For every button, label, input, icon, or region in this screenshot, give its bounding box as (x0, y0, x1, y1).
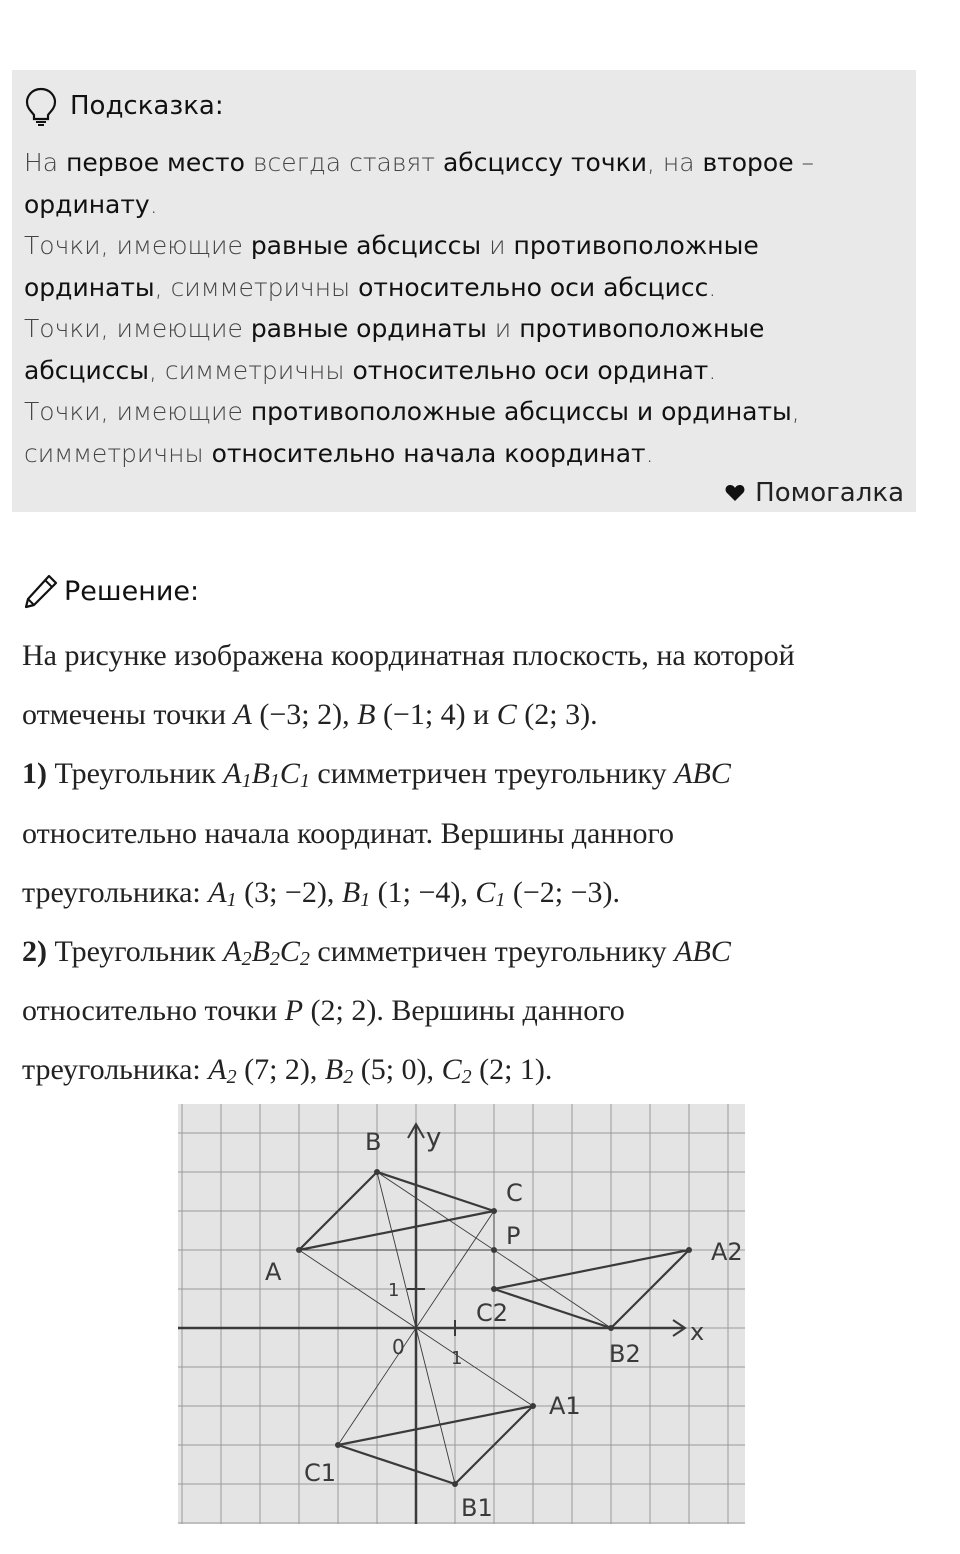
text-line (22, 744, 922, 803)
text-run: первое место (66, 148, 245, 177)
text-run: (2; 3). (516, 698, 598, 732)
text-run: , симметричны (148, 355, 353, 385)
hint-text (24, 142, 904, 474)
text-run: . (708, 272, 717, 302)
text-run: ординаты (24, 272, 155, 302)
solution-header (22, 572, 199, 610)
text-line (24, 142, 904, 184)
label-b2: B2 (609, 1340, 641, 1368)
text-run: Треугольник (47, 757, 224, 791)
text-run: и (481, 231, 514, 260)
text-run: (1; −4), (370, 875, 476, 909)
label-a1: A1 (549, 1392, 581, 1420)
point-b1 (452, 1481, 458, 1487)
label-c: C (506, 1179, 523, 1207)
text-run: ординату (24, 189, 150, 219)
text-line (22, 626, 922, 685)
text-run: абсциссы (24, 355, 149, 385)
label-a2: A2 (711, 1238, 743, 1266)
figure-photo (178, 1104, 745, 1524)
point-b (374, 1169, 380, 1175)
text-run: 1 (299, 770, 310, 793)
point-p (491, 1247, 497, 1253)
text-run: , на (646, 148, 703, 177)
text-run: ABC (674, 757, 731, 791)
text-run: B (324, 1053, 344, 1087)
text-run: треугольника: (22, 875, 209, 909)
text-run: и (486, 314, 520, 343)
label-p: P (506, 1222, 521, 1250)
text-run: противоположные абсциссы и ординаты (250, 397, 792, 426)
hint-box (12, 70, 916, 512)
text-run: 1 (360, 888, 371, 911)
text-run: B (251, 757, 270, 791)
text-run: , симметричны (154, 272, 359, 302)
text-run: 2 (299, 948, 310, 971)
text-line (24, 267, 904, 309)
solution-title: Решение: (64, 575, 200, 607)
point-c2 (491, 1286, 497, 1292)
text-run: C (496, 698, 517, 732)
text-line (24, 391, 904, 433)
text-line (24, 350, 904, 392)
text-line (24, 433, 904, 475)
text-run: (−3; 2), (251, 698, 358, 732)
text-run: 2 (226, 1066, 237, 1089)
text-run: Треугольник (47, 935, 224, 969)
text-run: относительно оси абсцисс (358, 272, 709, 302)
text-run: . (708, 355, 717, 385)
text-run: всегда ставят (244, 148, 443, 177)
text-line (22, 685, 922, 744)
text-run: B (251, 935, 270, 969)
text-run: На рисунке изображена координатная плоскость, на которой (22, 639, 795, 672)
text-line (22, 804, 922, 863)
heart-icon (725, 484, 745, 502)
text-run: C (279, 757, 300, 791)
coordinate-plane-figure (178, 1104, 745, 1524)
label-origin: 0 (392, 1335, 405, 1359)
text-run: 1 (495, 888, 506, 911)
text-run: (3; −2), (236, 875, 342, 909)
text-run: относительно начала координат. Вершины данного (22, 816, 675, 850)
text-line (24, 184, 904, 226)
label-b: B (365, 1128, 382, 1156)
text-run: ABC (674, 935, 731, 969)
label-b1: B1 (461, 1494, 493, 1522)
text-run: . (149, 189, 158, 219)
label-x-axis: x (690, 1318, 705, 1346)
label-a: A (265, 1258, 282, 1286)
text-run: 1 (269, 770, 280, 793)
text-run: A (223, 935, 242, 969)
text-run: – (793, 148, 815, 177)
text-line (22, 863, 922, 922)
hint-title: Подсказка: (70, 91, 224, 121)
text-run: P (284, 994, 304, 1028)
text-run: 2 (343, 1066, 354, 1089)
pencil-icon (22, 572, 60, 610)
point-a2 (686, 1247, 692, 1253)
text-run: 1 (226, 888, 237, 911)
text-run: (2; 1). (471, 1053, 553, 1087)
point-c1 (335, 1442, 341, 1448)
label-unit-x: 1 (451, 1348, 463, 1369)
text-run: Точки, имеющие (24, 314, 251, 343)
text-line (22, 1040, 922, 1099)
text-run: B (357, 698, 376, 732)
text-run: равные абсциссы (250, 231, 482, 260)
text-run: Точки, имеющие (24, 397, 251, 426)
point-b2 (608, 1325, 614, 1331)
text-run: C (441, 1053, 462, 1087)
text-run: (−1; 4) и (375, 698, 497, 732)
text-run: относительно оси ординат (352, 355, 709, 385)
text-run: относительно точки (22, 994, 285, 1028)
label-c1: C1 (304, 1459, 337, 1487)
text-run: симметричны (24, 438, 212, 468)
text-run: треугольника: (22, 1053, 209, 1087)
text-run: (5; 0), (353, 1053, 442, 1087)
point-c (491, 1208, 497, 1214)
text-run: относительно начала координат (211, 438, 646, 468)
text-run: абсциссу точки (442, 148, 647, 177)
text-run: Точки, имеющие (24, 231, 251, 260)
text-run: На (24, 148, 67, 177)
label-unit-y: 1 (388, 1280, 400, 1301)
text-run: 2 (461, 1066, 472, 1089)
text-run: C (279, 935, 300, 969)
text-run: . (645, 438, 654, 468)
text-run: (2; 2). Вершины данного (303, 994, 625, 1028)
text-run: отмечены точки (22, 698, 234, 732)
label-c2: C2 (476, 1299, 509, 1327)
label-y-axis: y (426, 1123, 442, 1153)
hint-header (24, 78, 904, 134)
text-run: A (223, 757, 242, 791)
text-run: равные ординаты (250, 314, 487, 343)
text-run: противоположные (519, 314, 765, 343)
solution-text (22, 626, 922, 1100)
paper-background (178, 1104, 745, 1524)
point-a (296, 1247, 302, 1253)
text-run: 1) (22, 757, 47, 791)
text-run: C (475, 875, 496, 909)
credit-label[interactable]: Помогалка (755, 478, 904, 508)
text-run: (−2; −3). (505, 875, 621, 909)
text-run: симметричен треугольнику (309, 935, 675, 969)
text-line (24, 225, 904, 267)
text-run: A (208, 875, 227, 909)
text-run: A (208, 1053, 227, 1087)
point-a1 (530, 1403, 536, 1409)
text-run: симметричен треугольнику (309, 757, 675, 791)
text-run: A (233, 698, 252, 732)
text-run: противоположные (513, 231, 759, 260)
text-run: 2 (241, 948, 252, 971)
text-line (22, 981, 922, 1040)
text-run: 2) (22, 935, 47, 969)
lightbulb-icon (24, 86, 58, 126)
text-run: (7; 2), (236, 1053, 325, 1087)
text-run: B (341, 875, 361, 909)
text-run: 2 (269, 948, 280, 971)
text-line (24, 308, 904, 350)
text-run: , (791, 397, 800, 426)
text-run: 1 (241, 770, 252, 793)
text-line (22, 922, 922, 981)
credit (725, 478, 904, 508)
text-run: второе (702, 148, 794, 177)
